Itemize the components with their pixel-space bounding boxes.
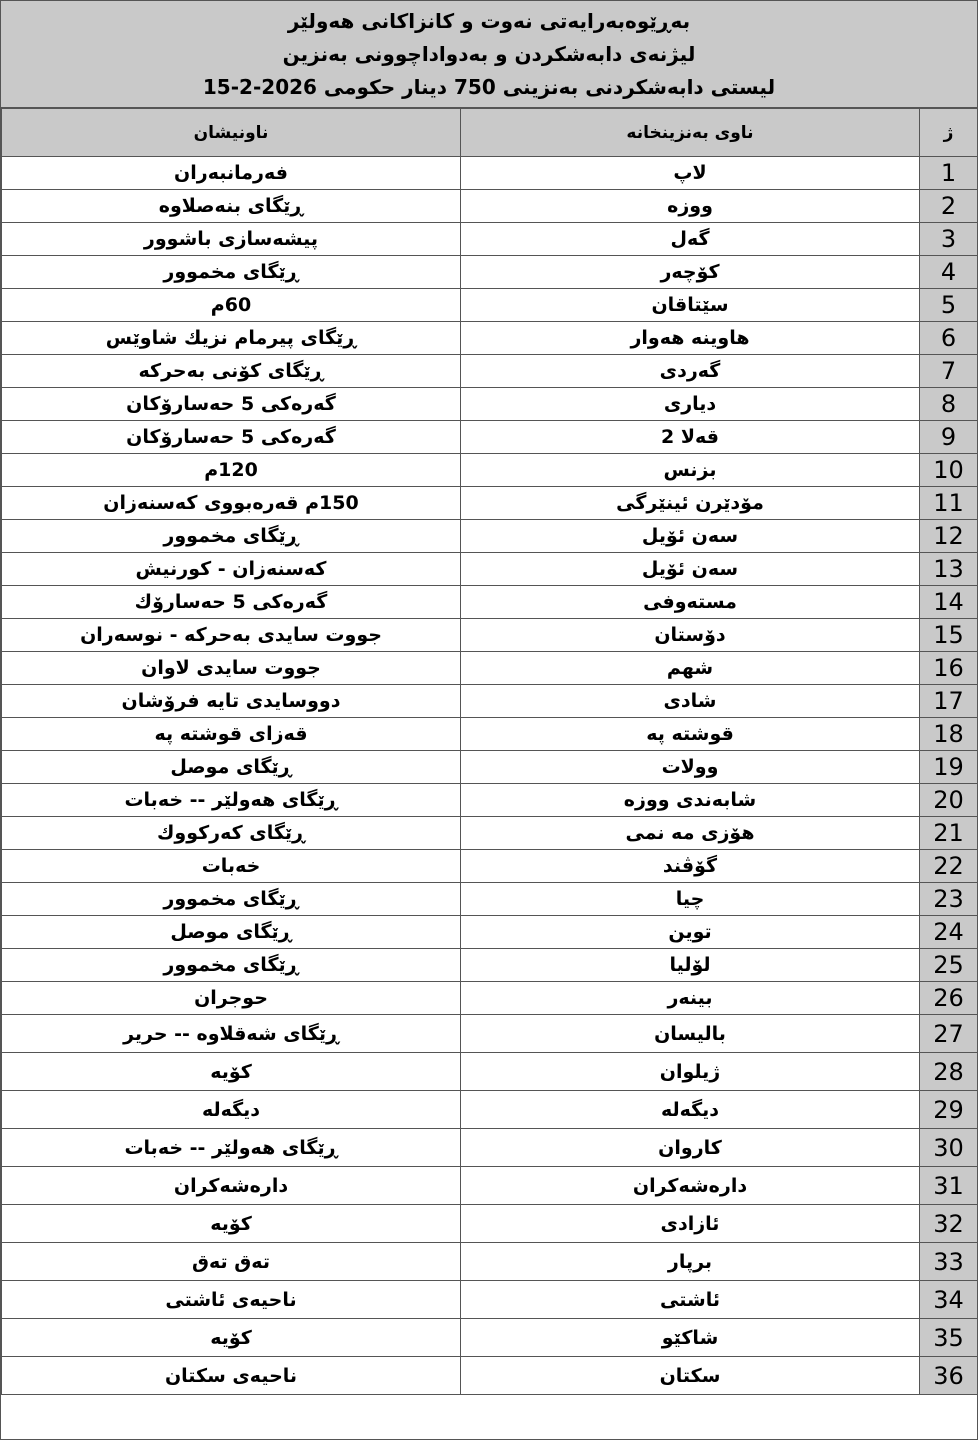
table-row	[2, 784, 978, 817]
row-number-cell: 9	[920, 421, 978, 454]
station-address-cell: فەرمانبەران	[2, 157, 461, 190]
station-address-cell: گەرەکی 5 حەسارۆکان	[2, 388, 461, 421]
row-number-cell: 14	[920, 586, 978, 619]
station-name-cell: سەن ئۆیل	[461, 520, 920, 553]
station-name-cell: وولات	[461, 751, 920, 784]
table-row	[2, 520, 978, 553]
station-address-cell: پیشەسازی باشوور	[2, 223, 461, 256]
table-row	[2, 223, 978, 256]
station-address-cell: دیگەلە	[2, 1091, 461, 1129]
station-address-cell: جووت سایدی بەحرکە - نوسەران	[2, 619, 461, 652]
station-name-cell: شادی	[461, 685, 920, 718]
table-row	[2, 454, 978, 487]
station-name-cell: دارەشەکران	[461, 1167, 920, 1205]
station-name-cell: برپار	[461, 1243, 920, 1281]
station-name-cell: شابەندی ووزە	[461, 784, 920, 817]
station-address-cell: دووسایدی تایە فرۆشان	[2, 685, 461, 718]
station-name-cell: سەن ئۆیل	[461, 553, 920, 586]
station-address-cell: 150م قەرەبووی کەسنەزان	[2, 487, 461, 520]
station-address-cell: گەرەکی 5 حەسارۆکان	[2, 421, 461, 454]
table-row	[2, 1281, 978, 1319]
station-address-cell: حوجران	[2, 982, 461, 1015]
table-row	[2, 817, 978, 850]
station-address-cell: کۆیە	[2, 1205, 461, 1243]
station-name-cell: هاوینە هەوار	[461, 322, 920, 355]
sheet-header	[1, 1, 977, 108]
table-row	[2, 982, 978, 1015]
row-number-cell: 36	[920, 1357, 978, 1395]
station-name-cell: کۆچەر	[461, 256, 920, 289]
row-number-cell: 25	[920, 949, 978, 982]
table-row	[2, 256, 978, 289]
station-name-cell: گۆڤند	[461, 850, 920, 883]
table-row	[2, 1053, 978, 1091]
table-row	[2, 388, 978, 421]
row-number-cell: 8	[920, 388, 978, 421]
row-number-cell: 17	[920, 685, 978, 718]
row-number-cell: 13	[920, 553, 978, 586]
table-row	[2, 487, 978, 520]
row-number-cell: 31	[920, 1167, 978, 1205]
table-row	[2, 421, 978, 454]
table-row	[2, 883, 978, 916]
station-name-cell: دۆستان	[461, 619, 920, 652]
station-name-cell: لۆلیا	[461, 949, 920, 982]
table-row	[2, 322, 978, 355]
station-name-cell: قەلا 2	[461, 421, 920, 454]
row-number-cell: 24	[920, 916, 978, 949]
station-address-cell: ڕێگای کۆنی بەحرکە	[2, 355, 461, 388]
station-name-cell: چیا	[461, 883, 920, 916]
row-number-cell: 6	[920, 322, 978, 355]
station-table	[1, 108, 978, 1395]
table-row	[2, 1167, 978, 1205]
station-name-cell: گەل	[461, 223, 920, 256]
row-number-cell: 15	[920, 619, 978, 652]
row-number-cell: 10	[920, 454, 978, 487]
row-number-cell: 16	[920, 652, 978, 685]
table-row	[2, 1243, 978, 1281]
table-row	[2, 190, 978, 223]
station-address-cell: 120م	[2, 454, 461, 487]
station-name-cell: بالیسان	[461, 1015, 920, 1053]
station-name-cell: ئاشتی	[461, 1281, 920, 1319]
station-name-cell: ووزە	[461, 190, 920, 223]
station-name-cell: هۆزی مە نمی	[461, 817, 920, 850]
row-number-cell: 28	[920, 1053, 978, 1091]
station-name-cell: دیاری	[461, 388, 920, 421]
row-number-cell: 5	[920, 289, 978, 322]
row-number-cell: 32	[920, 1205, 978, 1243]
row-number-cell: 23	[920, 883, 978, 916]
station-name-cell: سکتان	[461, 1357, 920, 1395]
table-row	[2, 619, 978, 652]
station-address-cell: خەبات	[2, 850, 461, 883]
row-number-cell: 26	[920, 982, 978, 1015]
row-number-cell: 35	[920, 1319, 978, 1357]
station-address-cell: کۆیە	[2, 1319, 461, 1357]
station-name-cell: شاکێو	[461, 1319, 920, 1357]
table-header-row	[2, 109, 978, 157]
station-address-cell: 60م	[2, 289, 461, 322]
station-address-cell: ڕێگای شەقلاوە -- حریر	[2, 1015, 461, 1053]
table-row	[2, 1129, 978, 1167]
table-row	[2, 1357, 978, 1395]
row-number-cell: 34	[920, 1281, 978, 1319]
table-row	[2, 586, 978, 619]
row-number-cell: 21	[920, 817, 978, 850]
station-name-cell: کاروان	[461, 1129, 920, 1167]
station-name-cell: دیگەلە	[461, 1091, 920, 1129]
table-row	[2, 850, 978, 883]
station-name-cell: بینەر	[461, 982, 920, 1015]
row-number-cell: 12	[920, 520, 978, 553]
station-address-cell: قەزای قوشتە پە	[2, 718, 461, 751]
station-address-cell: ڕێگای مخموور	[2, 883, 461, 916]
station-address-cell: دارەشەکران	[2, 1167, 461, 1205]
station-address-cell: ڕێگای مخموور	[2, 949, 461, 982]
row-number-cell: 1	[920, 157, 978, 190]
table-row	[2, 1091, 978, 1129]
table-row	[2, 1015, 978, 1053]
row-number-cell: 29	[920, 1091, 978, 1129]
table-row	[2, 289, 978, 322]
station-address-cell: ڕێگای هەولێر -- خەبات	[2, 1129, 461, 1167]
station-address-cell: تەق تەق	[2, 1243, 461, 1281]
table-row	[2, 1205, 978, 1243]
row-number-cell: 27	[920, 1015, 978, 1053]
row-number-cell: 7	[920, 355, 978, 388]
station-address-cell: ڕێگای بنەصلاوە	[2, 190, 461, 223]
row-number-cell: 18	[920, 718, 978, 751]
table-row	[2, 916, 978, 949]
station-address-cell: ناحیەی سکتان	[2, 1357, 461, 1395]
station-address-cell: جووت سایدی لاوان	[2, 652, 461, 685]
row-number-cell: 19	[920, 751, 978, 784]
column-header-address: ناونیشان	[2, 109, 461, 157]
station-name-cell: گەردی	[461, 355, 920, 388]
header-line-3: لیستی دابەشکردنی بەنزینی 750 دینار حکومی 2026-2-15	[202, 74, 776, 99]
table-body	[2, 157, 978, 1395]
row-number-cell: 33	[920, 1243, 978, 1281]
table-row	[2, 553, 978, 586]
table-row	[2, 1319, 978, 1357]
table-row	[2, 685, 978, 718]
row-number-cell: 4	[920, 256, 978, 289]
station-name-cell: توین	[461, 916, 920, 949]
station-name-cell: مۆدێرن ئینێرگی	[461, 487, 920, 520]
station-address-cell: ڕێگای موصل	[2, 751, 461, 784]
station-address-cell: کەسنەزان - کورنیش	[2, 553, 461, 586]
row-number-cell: 11	[920, 487, 978, 520]
station-name-cell: شهم	[461, 652, 920, 685]
station-name-cell: سێتاقان	[461, 289, 920, 322]
station-address-cell: ڕێگای پیرمام نزیك شاوێس	[2, 322, 461, 355]
station-name-cell: ژیلوان	[461, 1053, 920, 1091]
row-number-cell: 2	[920, 190, 978, 223]
table-row	[2, 157, 978, 190]
header-line-1: بەڕێوەبەرایەتی نەوت و کانزاکانی هەولێر	[287, 8, 691, 33]
row-number-cell: 3	[920, 223, 978, 256]
station-name-cell: لاپ	[461, 157, 920, 190]
station-address-cell: ڕێگای مخموور	[2, 256, 461, 289]
station-name-cell: مستەوفی	[461, 586, 920, 619]
table-row	[2, 949, 978, 982]
table-row	[2, 355, 978, 388]
station-address-cell: کۆیە	[2, 1053, 461, 1091]
station-address-cell: گەرەکی 5 حەسارۆك	[2, 586, 461, 619]
station-name-cell: قوشتە پە	[461, 718, 920, 751]
table-row	[2, 652, 978, 685]
header-line-2: لیژنەی دابەشکردن و بەدواداچوونی بەنزین	[282, 41, 696, 66]
station-name-cell: ئازادی	[461, 1205, 920, 1243]
table-row	[2, 751, 978, 784]
station-address-cell: ناحیەی ئاشتی	[2, 1281, 461, 1319]
station-address-cell: ڕێگای هەولێر -- خەبات	[2, 784, 461, 817]
station-address-cell: ڕێگای کەرکووك	[2, 817, 461, 850]
station-name-cell: بزنس	[461, 454, 920, 487]
row-number-cell: 22	[920, 850, 978, 883]
station-address-cell: ڕێگای موصل	[2, 916, 461, 949]
station-address-cell: ڕێگای مخموور	[2, 520, 461, 553]
row-number-cell: 30	[920, 1129, 978, 1167]
table-row	[2, 718, 978, 751]
column-header-number: ژ	[920, 109, 978, 157]
column-header-station: ناوی بەنزینخانە	[461, 109, 920, 157]
row-number-cell: 20	[920, 784, 978, 817]
